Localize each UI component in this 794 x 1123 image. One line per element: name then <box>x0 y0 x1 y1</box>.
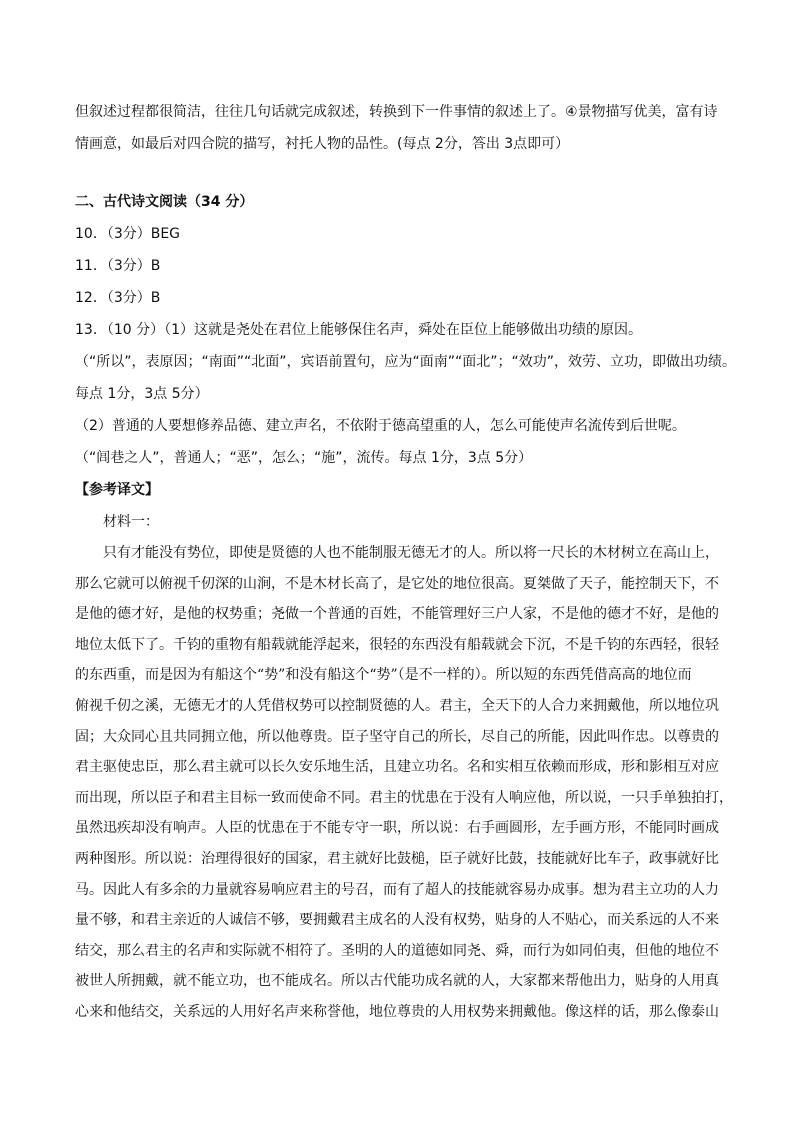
translation-line: 虽然迅疾却没有响声。人臣的忧患在于不能专守一职，所以说：右手画圆形，左手画方形，不能同时画成 <box>75 820 719 837</box>
intro-line: 但叙述过程都很简洁，往往几句话就完成叙述，转换到下一件事情的叙述上了。④景物描写优美，富有诗 <box>75 104 718 120</box>
answer-line: （“闾巷之人”，普通人；“恶”，怎么；“施”，流传。每点 1分，3点 5分） <box>75 450 533 466</box>
translation-line: 结交，那么君主的名声和实际就不相符了。圣明的人的道德如同尧、舜，而行为如同伯夷，但他的地位不 <box>75 942 719 959</box>
answer-line: 13．（10 分）（1）这就是尧处在君位上能够保住名声，舜处在臣位上能够做出功绩的原因。 <box>75 322 642 338</box>
answers-list <box>75 218 737 474</box>
intro-paragraph <box>75 96 720 160</box>
intro-line: 情画意，如最后对四合院的描写，衬托人物的品性。(每点 2分，答出 3点即可） <box>75 136 570 152</box>
translation-line: 马。因此人有多余的力量就容易响应君主的号召，而有了超人的技能就容易办成事。想为君主立功的人力 <box>75 881 719 898</box>
translation-line: 君主驱使忠臣，那么君主就可以长久安乐地生活，且建立功名。名和实相互依赖而形成，形和影相互对应 <box>75 759 719 776</box>
translation-line: 心来和他结交，关系远的人用好名声来称誉他，地位尊贵的人用权势来拥戴他。像这样的话，那么像泰山 <box>75 1003 719 1020</box>
translation-line: 地位太低下了。千钧的重物有船载就能浮起来，很轻的东西没有船载就会下沉，不是千钧的东西轻，很轻 <box>75 636 719 653</box>
translation-line: 两种图形。所以说：治理得很好的国家，君主就好比鼓槌，臣子就好比鼓，技能就好比车子，政事就好比 <box>75 850 719 867</box>
answer-line: （“所以”，表原因；“南面”“北面”，宾语前置句，应为“面南”“面北”；“效功”，效劳、立功，即做出功绩。 <box>75 354 737 370</box>
translation-line: 那么它就可以俯视千仞深的山涧，不是木材长高了，是它处的地位很高。夏桀做了天子，能控制天下，不 <box>75 575 719 592</box>
answer-line: 每点 1分，3点 5分） <box>75 386 209 402</box>
document-page <box>75 96 737 1028</box>
translation-line: 的东西重，而是因为有船这个“势”和没有船这个“势”（是不一样的）。所以短的东西凭借高高的地位而 <box>75 667 692 684</box>
translation-line: 被世人所拥戴，就不能立功，也不能成名。所以古代能功成名就的人，大家都来帮他出力，贴身的人用真 <box>75 973 719 990</box>
answer-line: 11．（3分）B <box>75 258 161 274</box>
translation-line: 只有才能没有势位，即使是贤德的人也不能制服无德无才的人。所以将一尺长的木材树立在高山上， <box>103 545 719 561</box>
section-title: 二、古代诗文阅读（34 分） <box>75 194 254 210</box>
answer-line: 12．（3分）B <box>75 290 161 306</box>
answer-line: 10．（3分）BEG <box>75 226 181 242</box>
reference-title: 【参考译文】 <box>75 482 159 498</box>
answer-line: （2）普通的人要想修养品德、建立声名，不依附于德高望重的人，怎么可能使声名流传到后世呢。 <box>75 418 686 434</box>
translation-line: 是他的德才好，是他的权势重；尧做一个普通的百姓，不能管理好三户人家，不是他的德才不好，是他的 <box>75 606 719 623</box>
translation-paragraph <box>75 538 733 1028</box>
translation-line: 而出现，所以臣子和君主目标一致而使命不同。君主的忧患在于没有人响应他，所以说，一只手单独拍打， <box>75 789 733 806</box>
translation-line: 俯视千仞之溪，无德无才的人凭借权势可以控制贤德的人。君主，全天下的人合力来拥戴他，所以地位巩 <box>75 697 719 714</box>
translation-line: 固；大众同心且共同拥立他，所以他尊贵。臣子坚守自己的所长，尽自己的所能，因此叫作忠。以尊贵的 <box>75 728 719 745</box>
material-label: 材料一： <box>103 514 159 530</box>
translation-line: 量不够，和君主亲近的人诚信不够，要拥戴君主成名的人没有权势，贴身的人不贴心，而关系远的人不来 <box>75 912 719 929</box>
